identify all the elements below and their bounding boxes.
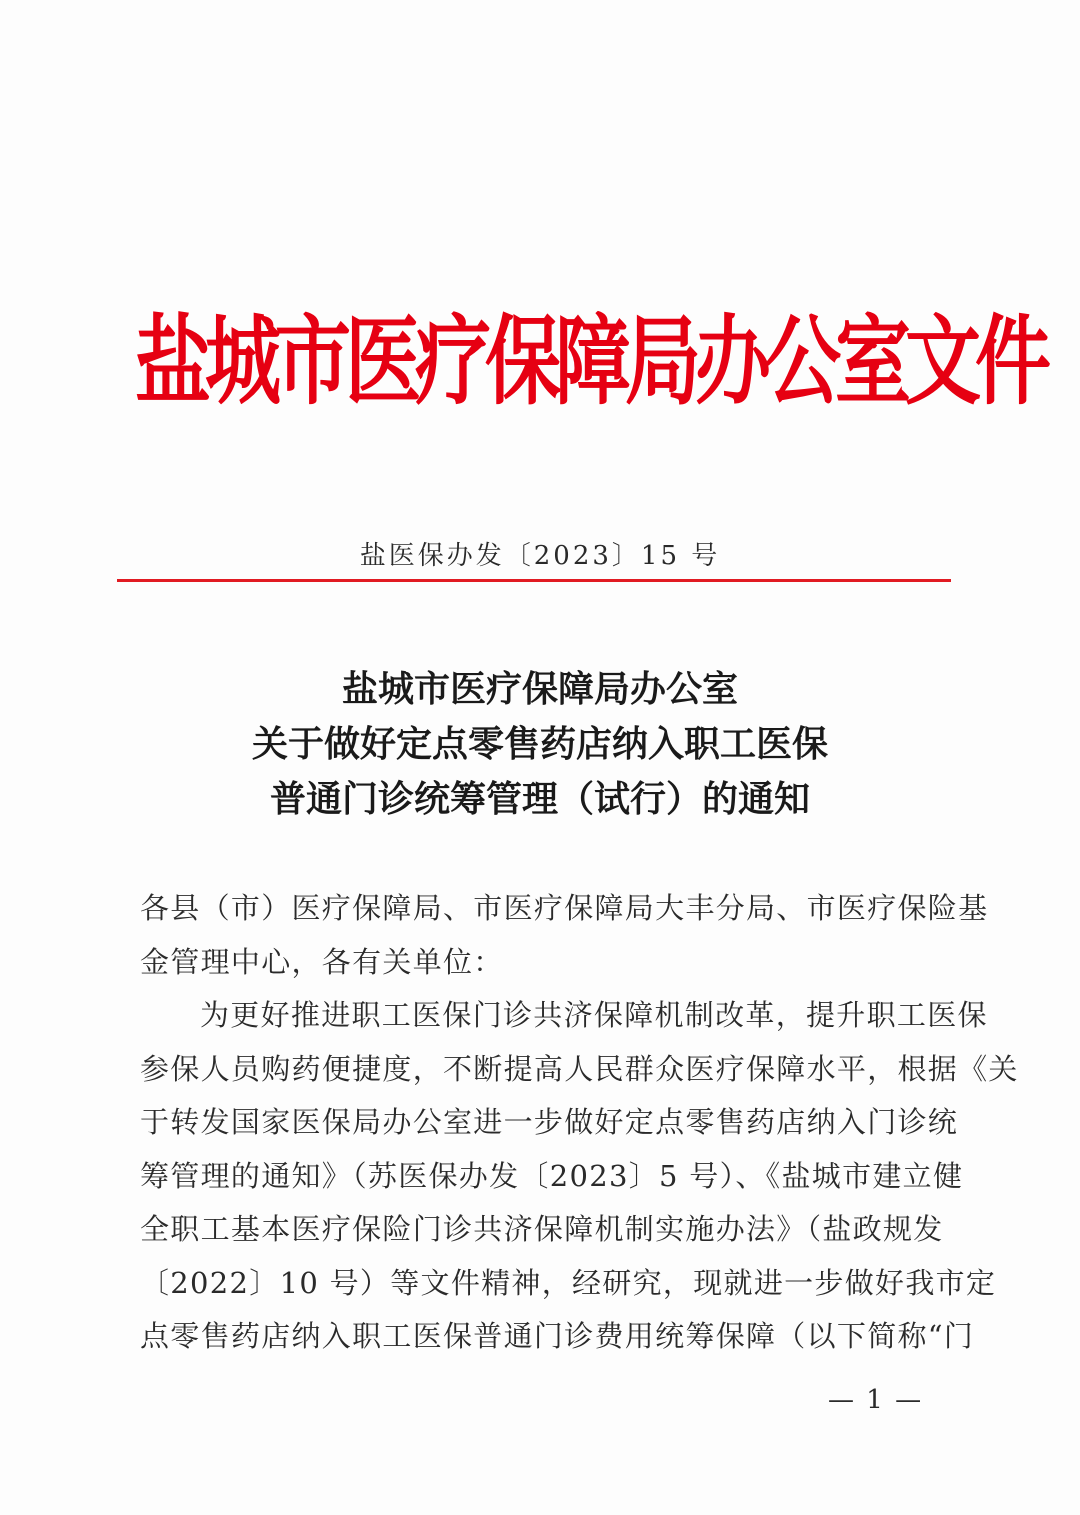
title-line: 普通门诊统筹管理（试行）的通知: [269, 779, 810, 820]
body-line: 于转发国家医保局办公室进一步做好定点零售药店纳入门诊统: [140, 1105, 959, 1139]
body-line: 〔2022〕10 号）等文件精神，经研究，现就进一步做好我市定: [140, 1265, 997, 1300]
title-line: 关于做好定点零售药店纳入职工医保: [251, 724, 828, 765]
body-line: 为更好推进职工医保门诊共济保障机制改革，提升职工医保: [200, 998, 988, 1032]
page-number: — 1 —: [828, 1385, 924, 1415]
addressee-line: 各县（市）医疗保障局、市医疗保障局大丰分局、市医疗保险基: [140, 891, 989, 925]
document-number: 盐医保办发〔2023〕15 号: [359, 541, 721, 571]
body-line: 全职工基本医疗保险门诊共济保障机制实施办法》（盐政规发: [140, 1212, 944, 1246]
body-line: 筹管理的通知》（苏医保办发〔2023〕5 号）、《盐城市建立健: [140, 1158, 964, 1193]
body-line: 参保人员购药便捷度，不断提高人民群众医疗保障水平，根据《关: [140, 1051, 1019, 1086]
addressee-line: 金管理中心，各有关单位：: [140, 944, 504, 979]
notice-title: [0, 662, 1080, 827]
red-divider-rule: [117, 579, 951, 582]
body-line: 点零售药店纳入职工医保普通门诊费用统筹保障（以下简称“门: [140, 1319, 975, 1353]
masthead-title: 盐城市医疗保障局办公室文件: [135, 304, 1045, 418]
title-line: 盐城市医疗保障局办公室: [341, 669, 738, 710]
notice-body: [140, 882, 1019, 1364]
